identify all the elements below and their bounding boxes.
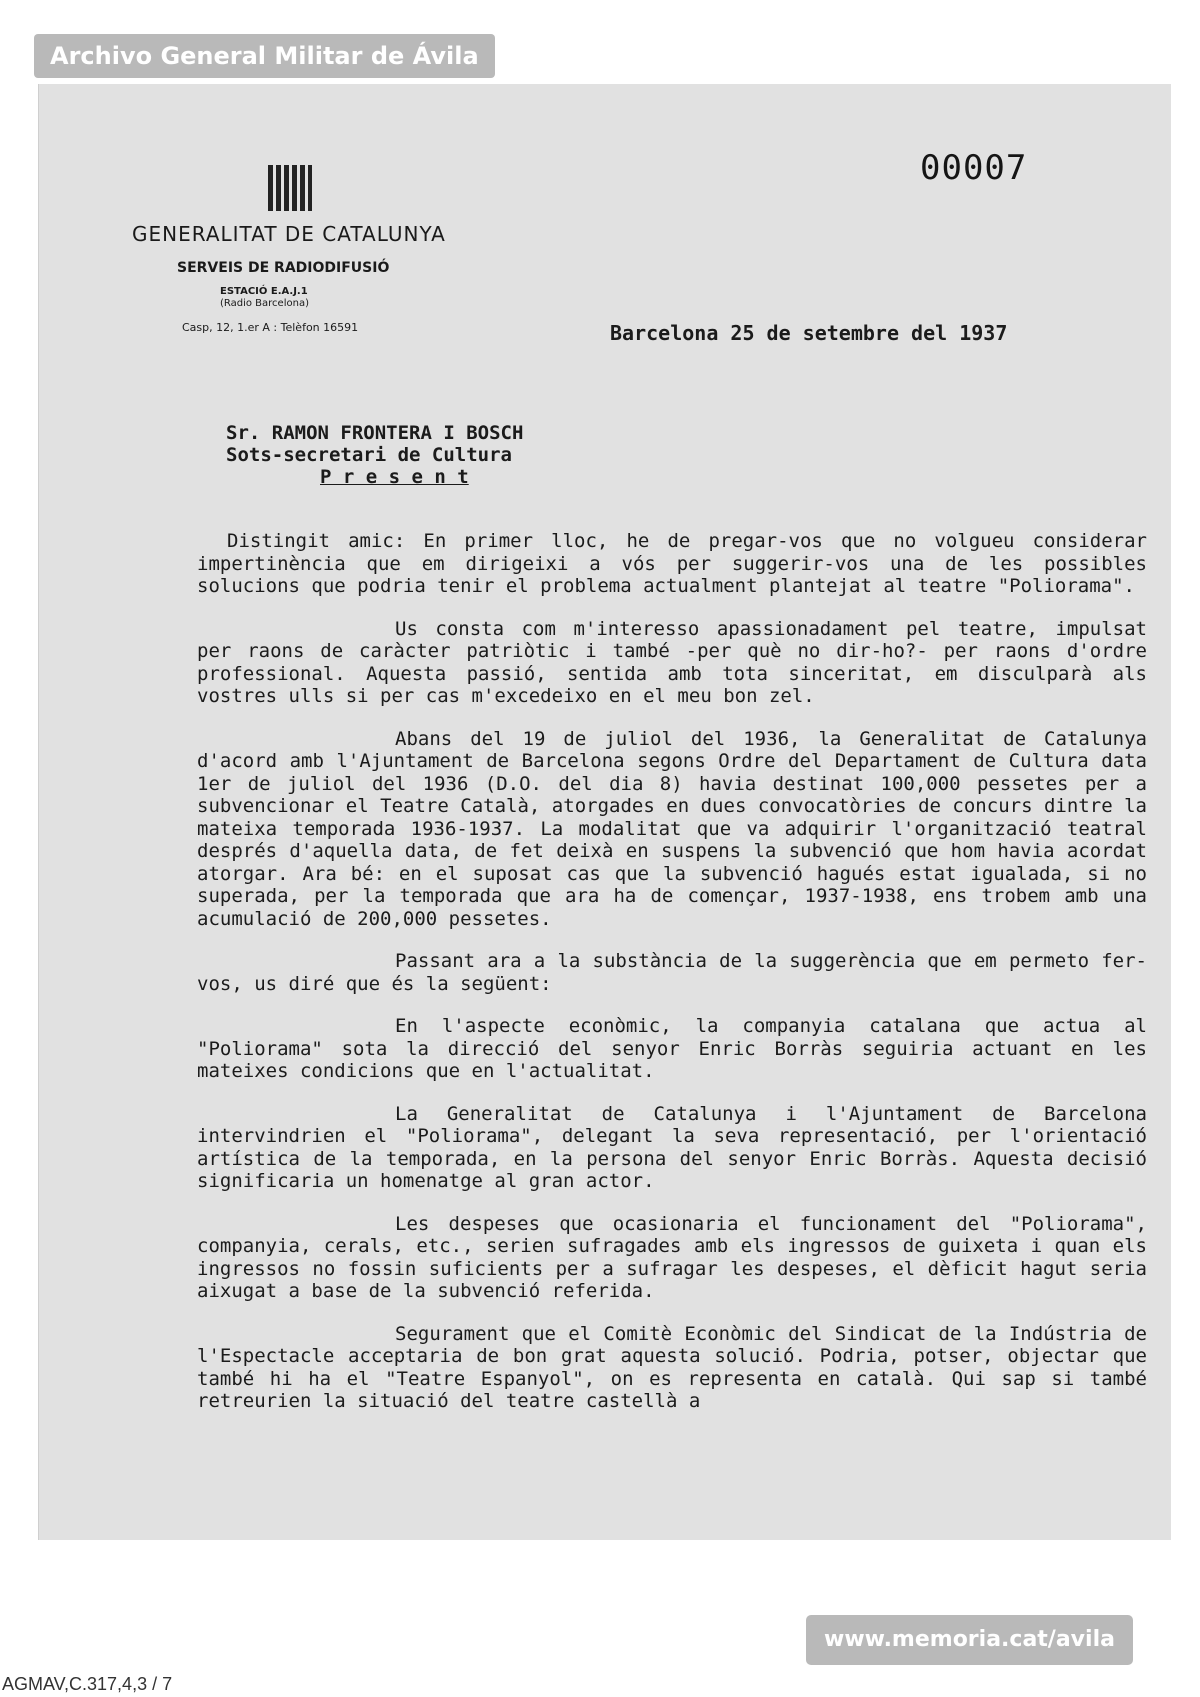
letterhead bbox=[132, 222, 446, 334]
paragraph: Les despeses que ocasionaria el funcionament del "Poliorama", companyia, cerals, etc., serien sufragades amb els ingressos de guixeta i quan els ingressos no fossin suficients per a sufragar les despeses, el dèficit hagut seria aixugat a base de la subvenció referida. bbox=[197, 1212, 1147, 1302]
recipient-title: Sots-secretari de Cultura bbox=[226, 444, 512, 466]
letterhead-service: SERVEIS DE RADIODIFUSIÓ bbox=[177, 260, 390, 276]
generalitat-logo-icon bbox=[268, 165, 312, 211]
recipient-present: P r e s e n t bbox=[320, 466, 469, 488]
paragraph: Passant ara a la substància de la suggerència que em permeto fer-vos, us diré que és la següent: bbox=[197, 950, 1147, 995]
letterhead-station: ESTACIÓ E.A.J.1 bbox=[220, 286, 308, 297]
paragraph: Segurament que el Comitè Econòmic del Sindicat de la Indústria de l'Espectacle acceptaria de bon grat aquesta solució. Podria, potser, objectar que també hi ha el "Teatre Espanyol", on es representa en català. Qui sap si també retreurien la situació del teatre castellà a bbox=[197, 1322, 1147, 1412]
website-label: www.memoria.cat/avila bbox=[806, 1615, 1133, 1665]
document-number: 00007 bbox=[920, 148, 1028, 188]
archive-reference: AGMAV,C.317,4,3 / 7 bbox=[2, 1674, 173, 1694]
paragraph: Us consta com m'interesso apassionadament pel teatre, impulsat per raons de caràcter patriòtic i també -per què no dir-ho?- per raons d'ordre professional. Aquesta passió, sentida amb tota sinceritat, em disculparà als vostres ulls si per cas m'excedeixo en el meu bon zel. bbox=[197, 617, 1147, 707]
paragraph-greeting: Distingit amic: En primer lloc, he de pregar-vos que no volgueu considerar impertinència que em dirigeixi a vós per suggerir-vos una de les possibles solucions que podria tenir el problema actualment plantejat al teatre "Poliorama". bbox=[197, 530, 1147, 597]
letter-body bbox=[197, 530, 1147, 1433]
archive-label: Archivo General Militar de Ávila bbox=[34, 34, 495, 78]
paragraph: Abans del 19 de juliol del 1936, la Generalitat de Catalunya d'acord amb l'Ajuntament de Barcelona segons Ordre del Departament de Cultura data 1er de juliol del 1936 (D.O. del dia 8) havia destinat 100,000 pessetes per a subvencionar el Teatre Català, atorgades en dues convocatòries de concurs dintre la mateixa temporada 1936-1937. La modalitat que va adquirir l'organització teatral després d'aquella data, de fet deixà en suspens la subvenció que hom havia acordat atorgar. Ara bé: en el suposat cas que la subvenció hagués estat igualada, si no superada, per la temporada que ara ha de començar, 1937-1938, ens trobem amb una acumulació de 200,000 pessetes. bbox=[197, 727, 1147, 930]
recipient-block bbox=[226, 422, 523, 488]
date-line: Barcelona 25 de setembre del 1937 bbox=[610, 321, 1008, 345]
recipient-name: Sr. RAMON FRONTERA I BOSCH bbox=[226, 422, 524, 444]
paragraph: En l'aspecte econòmic, la companyia catalana que actua al "Poliorama" sota la direcció del senyor Enric Borràs seguiria actuant en les mateixes condicions que en l'actualitat. bbox=[197, 1015, 1147, 1082]
letterhead-address: Casp, 12, 1.er A : Telèfon 16591 bbox=[182, 321, 359, 334]
letterhead-station-name: (Radio Barcelona) bbox=[220, 298, 309, 309]
letterhead-organization: GENERALITAT DE CATALUNYA bbox=[132, 222, 446, 246]
paragraph: La Generalitat de Catalunya i l'Ajuntament de Barcelona intervindrien el "Poliorama", delegant la seva representació, per l'orientació artística de la temporada, en la persona del senyor Enric Borràs. Aquesta decisió significaria un homenatge al gran actor. bbox=[197, 1102, 1147, 1192]
